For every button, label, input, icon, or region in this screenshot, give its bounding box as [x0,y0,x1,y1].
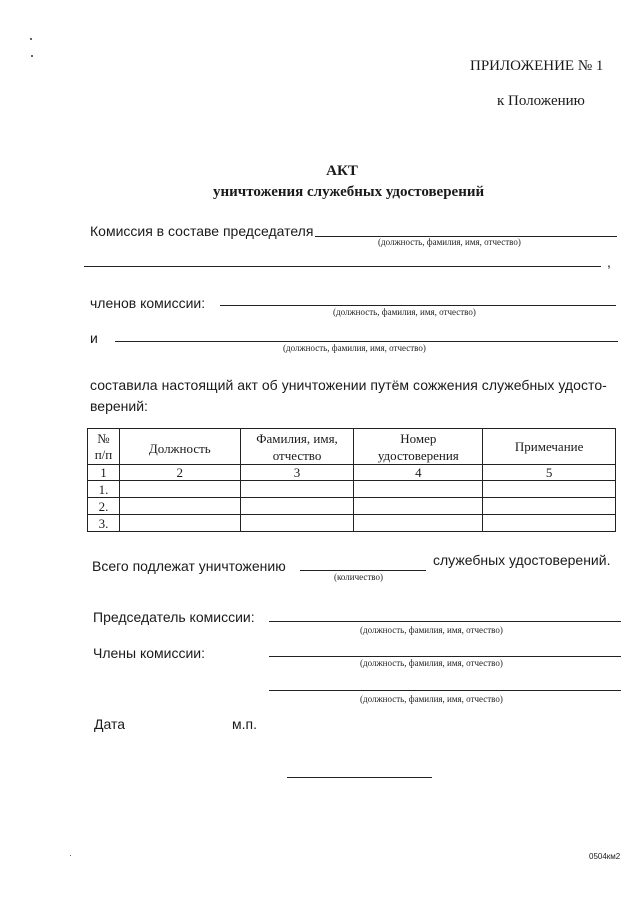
table-cell[interactable] [354,498,483,515]
scan-speck [30,38,32,40]
statement-line-1: составила настоящий акт об уничтожении путём сожжения служебных удосто- [90,377,607,393]
members-signature-label: Члены комиссии: [93,645,206,661]
table-row [88,481,616,498]
table-row [88,498,616,515]
row-index: 3. [88,515,120,532]
header-note: Примечание [483,429,616,465]
table-header-row [88,429,616,465]
table-cell[interactable] [483,515,616,532]
table-cell[interactable] [240,515,354,532]
form-code: 0504км2 [589,852,621,861]
comma-mark: , [607,254,611,270]
total-quantity-hint: (количество) [334,572,383,582]
date-field-line[interactable] [287,777,432,778]
column-number-cell: 1 [88,465,120,481]
column-number-cell: 3 [240,465,354,481]
total-suffix: служебных удостоверений. [433,552,611,568]
header-full-name: Фамилия, имя, отчество [240,429,354,465]
header-position: Должность [119,429,240,465]
member-2-signature-hint: (должность, фамилия, имя, отчество) [360,694,503,704]
stamp-place-label: м.п. [232,716,257,732]
document-subtitle: уничтожения служебных удостоверений [213,184,485,200]
table-cell[interactable] [240,481,354,498]
appendix-label: ПРИЛОЖЕНИЕ № 1 [470,58,604,74]
table-cell[interactable] [119,498,240,515]
table-cell[interactable] [354,515,483,532]
commission-chair-hint: (должность, фамилия, имя, отчество) [378,237,521,247]
table-column-numbers-row [88,465,616,481]
table-cell[interactable] [483,498,616,515]
member-2-signature-field[interactable] [269,690,621,691]
chair-signature-field[interactable] [269,621,621,622]
commission-second-member-hint: (должность, фамилия, имя, отчество) [283,343,426,353]
table-cell[interactable] [240,498,354,515]
table-cell[interactable] [483,481,616,498]
and-label: и [90,330,98,346]
commission-member-field[interactable] [220,305,616,306]
table-cell[interactable] [119,515,240,532]
commission-member-hint: (должность, фамилия, имя, отчество) [333,307,476,317]
member-1-signature-field[interactable] [269,656,621,657]
document-title: АКТ [326,163,358,179]
row-index: 1. [88,481,120,498]
column-number-cell: 5 [483,465,616,481]
table-cell[interactable] [354,481,483,498]
regulation-reference: к Положению [497,93,585,109]
table-row [88,515,616,532]
chair-signature-label: Председатель комиссии: [93,609,255,625]
date-label: Дата [94,716,126,732]
header-number: № п/п [88,429,120,465]
member-1-signature-hint: (должность, фамилия, имя, отчество) [360,658,503,668]
column-number-cell: 2 [119,465,240,481]
commission-members-label: членов комиссии: [90,295,206,311]
chair-signature-hint: (должность, фамилия, имя, отчество) [360,625,503,635]
table-cell[interactable] [119,481,240,498]
header-certificate-number: Номер удостоверения [354,429,483,465]
total-prefix: Всего подлежат уничтожению [92,558,286,574]
statement-line-2: верений: [90,398,148,414]
commission-chair-continued-field[interactable] [84,266,601,267]
row-index: 2. [88,498,120,515]
scan-speck [70,855,71,856]
certificates-table [87,428,616,532]
column-number-cell: 4 [354,465,483,481]
commission-second-member-field[interactable] [115,341,618,342]
commission-chair-label: Комиссия в составе председателя [90,223,314,239]
total-quantity-field[interactable] [300,570,426,571]
scan-speck [31,55,33,57]
